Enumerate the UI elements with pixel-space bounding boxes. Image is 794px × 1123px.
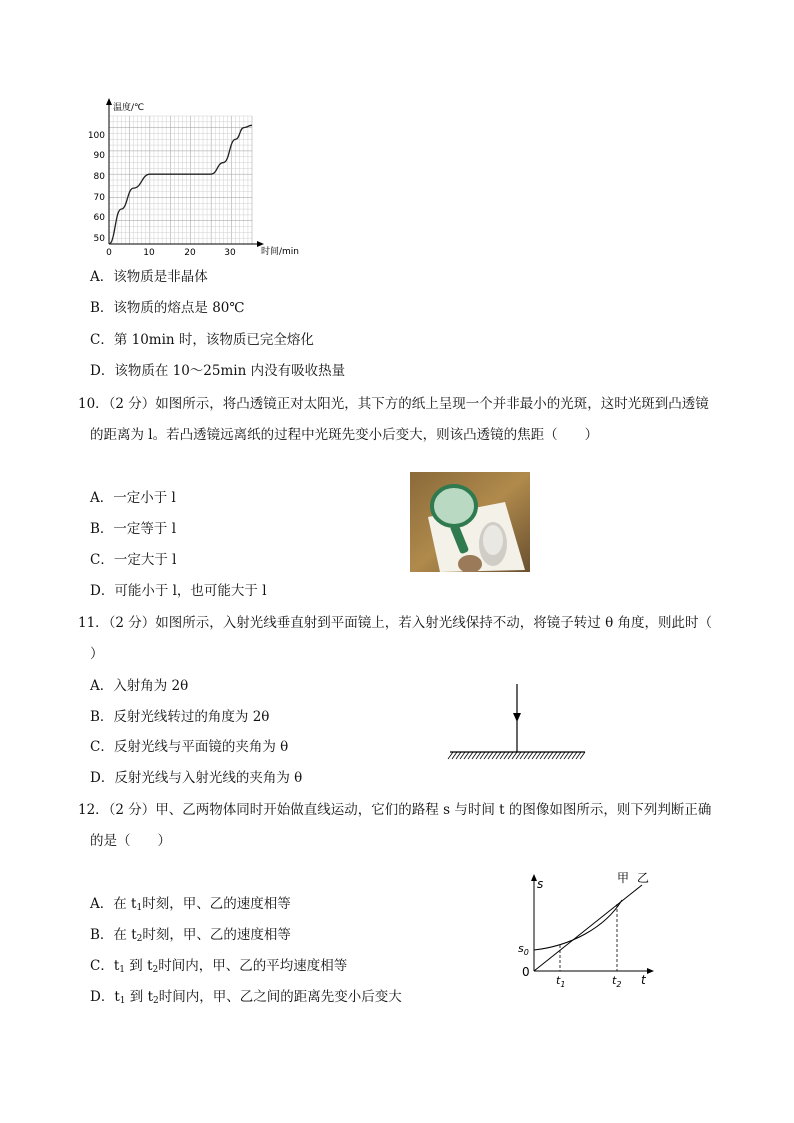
hatch-line (556, 752, 561, 759)
s-axis-label: s (537, 877, 544, 891)
hatch-line (532, 752, 537, 759)
q10-stem-cont: 的距离为 l。若凸透镜远离纸的过程中光斑先变小后变大，则该凸透镜的焦距（ ） (90, 427, 599, 443)
hatch-line (520, 752, 525, 759)
hatch-line (576, 752, 581, 759)
q9-option-c: C．第 10min 时，该物质已完全熔化 (90, 332, 314, 348)
t2-label: $t_2$ (612, 974, 622, 988)
hatch-line (472, 752, 477, 759)
y-tick-label: 70 (93, 193, 105, 203)
q11-stem: 11．（2 分）如图所示，入射光线垂直射到平面镜上，若入射光线保持不动，将镜子转过 θ 角度，则此时（ (78, 615, 713, 631)
hatch-line (468, 752, 473, 759)
q11-option-d: D．反射光线与入射光线的夹角为 θ (90, 770, 303, 786)
hatch-line (512, 752, 517, 759)
hatch-line (528, 752, 533, 759)
temperature-series-line (109, 125, 252, 244)
hatch-line (564, 752, 569, 759)
q10-stem: 10．（2 分）如图所示，将凸透镜正对太阳光，其下方的纸上呈现一个并非最小的光斑，这时光斑到凸透镜 (78, 396, 709, 412)
hatch-line (524, 752, 529, 759)
hatch-line (516, 752, 521, 759)
hatch-line (544, 752, 549, 759)
q12-option-a: A．在 $t_1$时刻，甲、乙的速度相等 (90, 896, 291, 913)
hatch-line (580, 752, 585, 759)
x-tick-label: 30 (224, 248, 236, 258)
y-tick-label: 100 (87, 131, 105, 141)
y-tick-label: 50 (93, 234, 105, 244)
yi-label: 乙 (637, 871, 650, 885)
q12-option-d: D．$t_1$ 到 $t_2$时间内，甲、乙之间的距离先变小后变大 (90, 989, 402, 1006)
temperature-time-chart (80, 96, 310, 264)
hatch-line (500, 752, 505, 759)
s0-label: $s_0$ (518, 942, 529, 957)
q11-option-c: C．反射光线与平面镜的夹角为 θ (90, 739, 289, 755)
hatch-line (488, 752, 493, 759)
chart-axes (106, 98, 264, 247)
q11-option-a: A．入射角为 2θ (90, 678, 189, 694)
y-tick-label: 80 (93, 172, 105, 182)
y-tick-label: 90 (93, 151, 105, 161)
hatch-line (548, 752, 553, 759)
t-axis-label: t (641, 973, 646, 987)
q9-option-d: D．该物质在 10～25min 内没有吸收热量 (90, 363, 346, 379)
hatch-line (540, 752, 545, 759)
hatch-line (508, 752, 513, 759)
q9-option-a: A．该物质是非晶体 (90, 269, 208, 285)
x-tick-label: 10 (143, 248, 155, 258)
hatch-line (476, 752, 481, 759)
hatch-line (460, 752, 465, 759)
plane-mirror-diagram (445, 682, 590, 764)
q12-stem: 12．（2 分）甲、乙两物体同时开始做直线运动，它们的路程 s 与时间 t 的图像如图所示，则下列判断正确 (78, 802, 712, 818)
y-tick-label: 60 (93, 213, 105, 223)
hatch-line (448, 752, 453, 759)
hatch-line (572, 752, 577, 759)
origin-label: 0 (522, 965, 530, 979)
hatch-line (464, 752, 469, 759)
q12-stem-cont: 的是（ ） (90, 833, 171, 849)
y-axis-label: 温度/℃ (113, 103, 145, 113)
q10-option-a: A．一定小于 l (90, 490, 176, 506)
hatch-line (504, 752, 509, 759)
mirror-hatching (448, 752, 585, 759)
q9-option-b: B．该物质的熔点是 80℃ (90, 300, 245, 316)
q11-option-b: B．反射光线转过的角度为 2θ (90, 709, 270, 725)
hatch-line (452, 752, 457, 759)
q12-option-b: B．在 $t_2$时刻，甲、乙的速度相等 (90, 927, 291, 944)
origin-label: 0 (106, 248, 112, 258)
chart-grid (109, 116, 252, 244)
magnifier-photo (410, 472, 530, 572)
q10-option-b: B．一定等于 l (90, 521, 177, 537)
hatch-line (484, 752, 489, 759)
s-t-graph (510, 868, 660, 988)
q10-option-c: C．一定大于 l (90, 552, 177, 568)
x-axis-label: 时间/min (261, 247, 300, 257)
hatch-line (456, 752, 461, 759)
hatch-line (480, 752, 485, 759)
hatch-line (568, 752, 573, 759)
hatch-line (552, 752, 557, 759)
q12-option-c: C．$t_1$ 到 $t_2$时间内，甲、乙的平均速度相等 (90, 958, 348, 975)
hatch-line (536, 752, 541, 759)
x-tick-label: 20 (184, 248, 196, 258)
q11-stem-cont: ） (90, 646, 104, 662)
hatch-line (492, 752, 497, 759)
jia-label: 甲 (617, 871, 630, 885)
q10-option-d: D．可能小于 l，也可能大于 l (90, 583, 267, 599)
t1-label: $t_1$ (556, 974, 566, 988)
hatch-line (496, 752, 501, 759)
hatch-line (560, 752, 565, 759)
